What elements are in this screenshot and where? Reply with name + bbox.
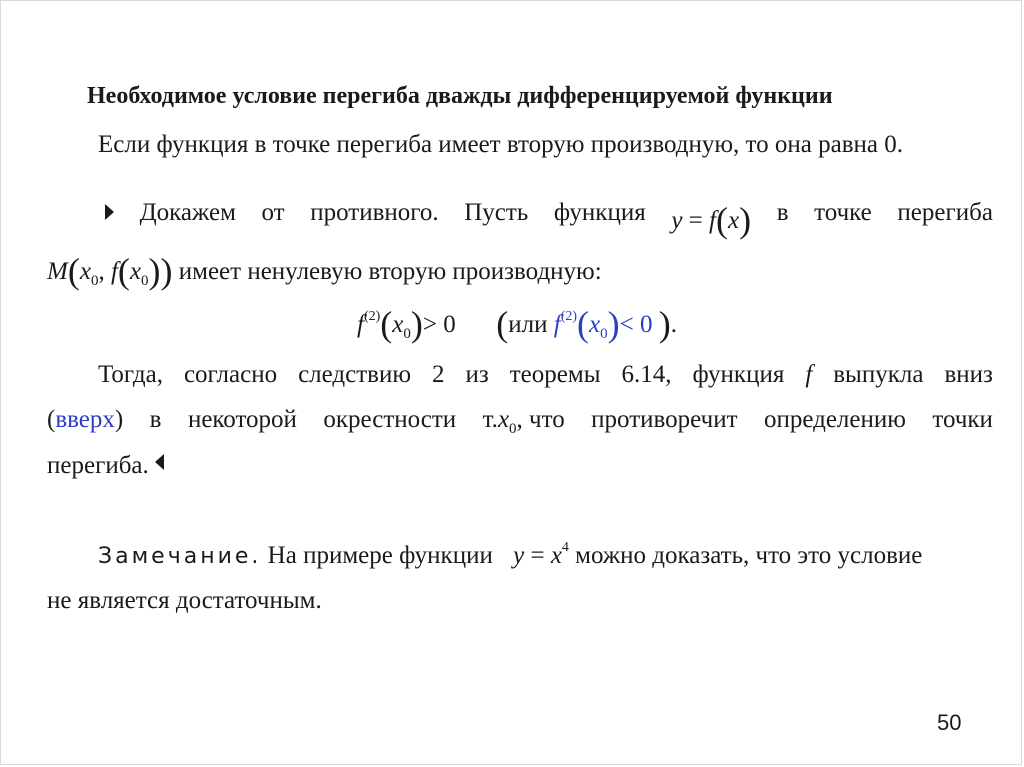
paren-open: (: [577, 304, 590, 344]
superscript: (2): [560, 309, 578, 324]
var-y: y: [671, 207, 683, 234]
then-word-up: [47, 406, 123, 438]
paren-close: ): [410, 304, 423, 344]
remark-text: можно доказать, что это условие: [575, 542, 923, 569]
then-word: 6.14,: [621, 361, 672, 388]
subscript: 0: [90, 273, 99, 289]
proof-line-2: [47, 250, 602, 292]
triangle-left-icon: [155, 454, 164, 470]
var-x: x: [497, 406, 510, 433]
then-word: 2: [432, 361, 445, 388]
var-f: f: [357, 311, 364, 338]
gt-zero: > 0: [422, 311, 456, 338]
subscript: 0: [403, 326, 411, 342]
var-x: x: [589, 311, 601, 338]
proof-line-2-text: имеет ненулевую вторую производную:: [178, 258, 602, 285]
remark-line-2: не является достаточным.: [47, 587, 322, 614]
formula-second-derivative: [357, 303, 677, 345]
var-x: x: [727, 207, 740, 234]
eq-sign: =: [530, 542, 545, 569]
formula-positive: [357, 304, 462, 344]
subscript: 0: [141, 273, 149, 289]
formula-point-M: [47, 251, 179, 291]
then-word: вниз: [944, 361, 993, 388]
proof-word: Докажем: [139, 199, 236, 226]
paren-close: ): [114, 406, 124, 433]
period: .: [670, 311, 677, 338]
proof-line-1: [105, 199, 993, 241]
paren-open: (: [380, 304, 393, 344]
point-abbrev: т.: [482, 406, 498, 433]
subscript: 0: [509, 421, 517, 437]
var-f: f: [805, 361, 813, 388]
formula-y-fx: [671, 199, 751, 241]
then-line-2: [47, 406, 993, 438]
var-x: x: [79, 258, 91, 285]
then-word: выпукла: [833, 361, 924, 388]
then-word: противоречит: [591, 406, 738, 433]
proof-word: противного.: [310, 199, 439, 226]
var-y: y: [513, 542, 525, 569]
then-word: окрестности: [323, 406, 457, 433]
paren-open: (: [47, 406, 56, 433]
paren-open: (: [496, 304, 509, 344]
or-word: или: [508, 311, 548, 338]
paren-close: ): [148, 251, 161, 291]
triangle-right-icon: [105, 204, 114, 220]
paren-close: ): [739, 200, 752, 240]
lt-zero: < 0: [619, 311, 653, 338]
proof-word: перегиба: [897, 199, 993, 226]
formula-negative: [553, 304, 659, 344]
superscript: 4: [561, 540, 569, 555]
then-line-1: [98, 361, 993, 389]
then-word: следствию: [298, 361, 412, 388]
paren-close: ): [607, 304, 620, 344]
paren-open: (: [117, 251, 130, 291]
var-f: f: [110, 258, 118, 285]
proof-word: точке: [814, 199, 872, 226]
formula-y-x4: [513, 542, 575, 569]
remark-line-1: [98, 540, 922, 570]
subscript: 0: [600, 326, 608, 342]
then-word: в: [149, 406, 162, 433]
var-f: f: [709, 207, 716, 234]
then-word: , что: [516, 406, 565, 433]
then-word: перегиба.: [47, 452, 149, 479]
proof-start-marker: [105, 199, 114, 241]
then-word: теоремы: [509, 361, 601, 388]
paren-close: ): [658, 304, 671, 344]
up-word: вверх: [55, 406, 115, 433]
then-line-3: [47, 452, 164, 480]
then-word: из: [465, 361, 489, 388]
superscript: (2): [363, 309, 381, 324]
var-f: f: [553, 311, 561, 338]
remark-text: На примере функции: [267, 542, 493, 569]
then-word: функция: [692, 361, 785, 388]
then-word: точки: [932, 406, 993, 433]
eq-sign: =: [688, 207, 703, 234]
proof-word: от: [261, 199, 285, 226]
slide-title: Необходимое условие перегиба дважды дифференцируемой функции: [87, 83, 833, 109]
page-number: 50: [937, 710, 962, 735]
then-word: согласно: [183, 361, 278, 388]
paren-open: (: [67, 251, 80, 291]
comma: ,: [98, 258, 105, 285]
proof-word: в: [776, 199, 789, 226]
paren-close: ): [160, 251, 173, 291]
proof-word: функция: [553, 199, 646, 226]
proof-word: Пусть: [464, 199, 529, 226]
var-x: x: [392, 311, 404, 338]
var-M: M: [47, 258, 68, 285]
remark-label: Замечание.: [98, 544, 262, 569]
paren-open: (: [715, 200, 728, 240]
then-word: некоторой: [187, 406, 297, 433]
theorem-statement: Если функция в точке перегиба имеет вторую производную, то она равна 0.: [98, 131, 904, 158]
then-word: определению: [763, 406, 906, 433]
then-point: [483, 406, 565, 438]
var-x: x: [129, 258, 141, 285]
var-x: x: [550, 542, 562, 569]
then-word: Тогда,: [98, 361, 163, 388]
